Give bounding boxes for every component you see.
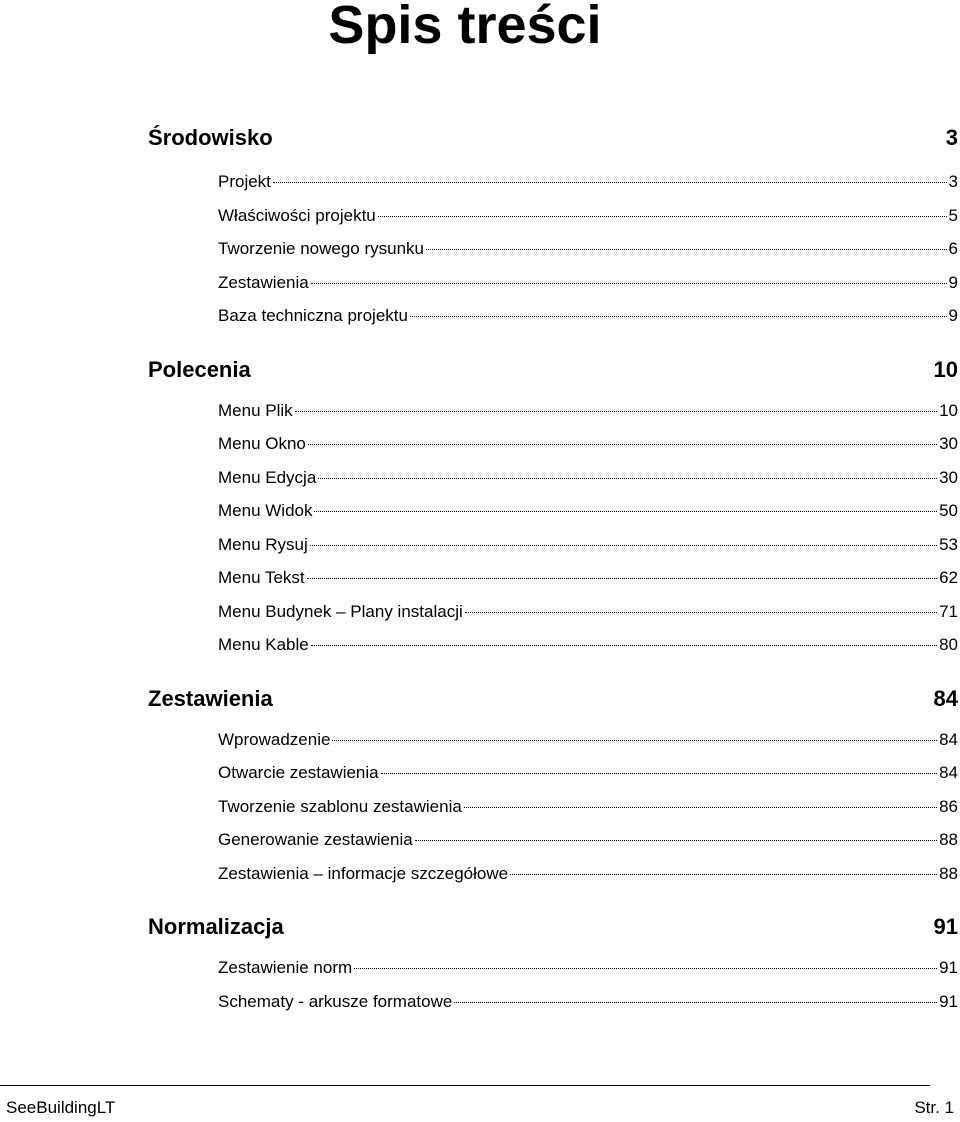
section-heading-label: Polecenia <box>148 356 251 382</box>
toc-entry[interactable] <box>218 401 958 435</box>
toc-entry-label: Zestawienia – informacje szczegółowe <box>218 863 509 883</box>
toc-entries <box>218 401 958 669</box>
toc-section-normalizacja <box>148 914 958 1025</box>
toc-entry[interactable] <box>218 239 958 273</box>
dot-leader <box>295 411 937 412</box>
toc-entry-page: 86 <box>939 796 958 816</box>
dot-leader <box>273 182 947 183</box>
toc-entry[interactable] <box>218 958 958 992</box>
toc-entry[interactable] <box>218 797 958 831</box>
section-heading-label: Normalizacja <box>148 914 284 939</box>
toc-entry[interactable] <box>218 830 958 864</box>
toc-section-zestawienia <box>148 686 958 898</box>
dot-leader <box>318 478 937 479</box>
toc-entry-page: 5 <box>948 205 958 225</box>
toc-entry[interactable] <box>218 864 958 898</box>
toc-entry[interactable] <box>218 273 958 307</box>
toc-entry-page: 53 <box>939 534 958 554</box>
footer-page-number: Str. 1 <box>914 1098 954 1117</box>
toc-entry-page: 88 <box>939 863 958 883</box>
toc-entry-label: Menu Edycja <box>218 467 317 487</box>
dot-leader <box>308 444 937 445</box>
toc-section-polecenia <box>148 357 958 669</box>
toc-entry[interactable] <box>218 306 958 340</box>
dot-leader <box>464 807 937 808</box>
dot-leader <box>426 249 947 250</box>
toc-section-heading[interactable] <box>148 914 958 946</box>
section-heading-page: 10 <box>933 356 958 382</box>
dot-leader <box>454 1002 937 1003</box>
toc-entry-label: Menu Kable <box>218 635 309 654</box>
toc-entry-label: Tworzenie szablonu zestawienia <box>218 796 462 816</box>
dot-leader <box>410 316 947 317</box>
toc-entry-label: Schematy - arkusze formatowe <box>218 991 453 1011</box>
section-heading-label: Środowisko <box>148 125 273 150</box>
toc-entry-label: Menu Rysuj <box>218 534 308 554</box>
toc-entry[interactable] <box>218 535 958 569</box>
toc-entry-page: 80 <box>939 635 958 654</box>
dot-leader <box>332 740 937 741</box>
section-heading-page: 91 <box>933 914 958 939</box>
toc-entry-page: 91 <box>939 958 958 977</box>
dot-leader <box>310 545 937 546</box>
toc-entry-page: 10 <box>939 400 958 420</box>
toc-entries <box>218 958 958 1025</box>
toc-entry-page: 62 <box>939 568 958 587</box>
toc-entry[interactable] <box>218 501 958 535</box>
toc-entry-label: Generowanie zestawienia <box>218 830 413 849</box>
toc-entries <box>218 730 958 898</box>
toc-entry-label: Menu Okno <box>218 434 306 453</box>
toc-section-heading[interactable] <box>148 357 958 389</box>
toc-entry[interactable] <box>218 730 958 764</box>
toc-entry[interactable] <box>218 992 958 1026</box>
toc-entry-label: Menu Budynek – Plany instalacji <box>218 601 463 621</box>
toc-entry[interactable] <box>218 635 958 669</box>
dot-leader <box>381 773 937 774</box>
toc-entry[interactable] <box>218 468 958 502</box>
toc-entry-label: Tworzenie nowego rysunku <box>218 239 425 258</box>
dot-leader <box>314 511 937 512</box>
toc-entry-page: 9 <box>948 306 958 325</box>
page-title: Spis treści <box>328 0 602 55</box>
toc-entry[interactable] <box>218 568 958 602</box>
toc-entry[interactable] <box>218 763 958 797</box>
toc-entry-page: 3 <box>948 172 958 191</box>
dot-leader <box>415 840 937 841</box>
toc-entries <box>218 172 958 340</box>
dot-leader <box>354 968 937 969</box>
toc-entry-label: Menu Widok <box>218 501 313 520</box>
toc-entry[interactable] <box>218 206 958 240</box>
toc-entry-page: 71 <box>939 601 958 621</box>
toc-entry-page: 9 <box>948 272 958 292</box>
toc-entry-page: 88 <box>939 830 958 849</box>
table-of-contents <box>148 125 958 1042</box>
toc-entry-page: 84 <box>939 763 958 782</box>
footer-product-name: SeeBuildingLT <box>6 1098 116 1117</box>
dot-leader <box>378 216 947 217</box>
toc-entry-page: 30 <box>939 467 958 487</box>
toc-entry[interactable] <box>218 434 958 468</box>
toc-entry-label: Zestawienie norm <box>218 958 353 977</box>
section-heading-label: Zestawienia <box>148 685 273 711</box>
toc-entry-label: Menu Tekst <box>218 568 305 587</box>
toc-entry-label: Menu Plik <box>218 400 293 420</box>
dot-leader <box>311 283 947 284</box>
toc-entry-label: Otwarcie zestawienia <box>218 763 379 782</box>
section-heading-page: 3 <box>945 125 958 150</box>
toc-entry-page: 91 <box>939 991 958 1011</box>
toc-entry-page: 84 <box>939 729 958 749</box>
dot-leader <box>307 578 937 579</box>
toc-entry[interactable] <box>218 602 958 636</box>
toc-entry-label: Projekt <box>218 172 271 191</box>
toc-entry-page: 30 <box>939 434 958 453</box>
dot-leader <box>311 645 937 646</box>
toc-entry-label: Wprowadzenie <box>218 729 331 749</box>
toc-entry-label: Właściwości projektu <box>218 205 376 225</box>
toc-entry-page: 50 <box>939 501 958 520</box>
toc-entry-page: 6 <box>948 239 958 258</box>
section-heading-page: 84 <box>933 685 958 711</box>
toc-entry-label: Baza techniczna projektu <box>218 306 408 325</box>
dot-leader <box>465 612 937 613</box>
toc-entry-label: Zestawienia <box>218 272 309 292</box>
toc-section-heading[interactable] <box>148 686 958 718</box>
dot-leader <box>510 874 937 875</box>
toc-entry[interactable] <box>218 172 958 206</box>
footer-divider <box>0 1085 930 1086</box>
toc-section-srodowisko <box>148 125 958 340</box>
toc-section-heading[interactable] <box>148 125 958 157</box>
